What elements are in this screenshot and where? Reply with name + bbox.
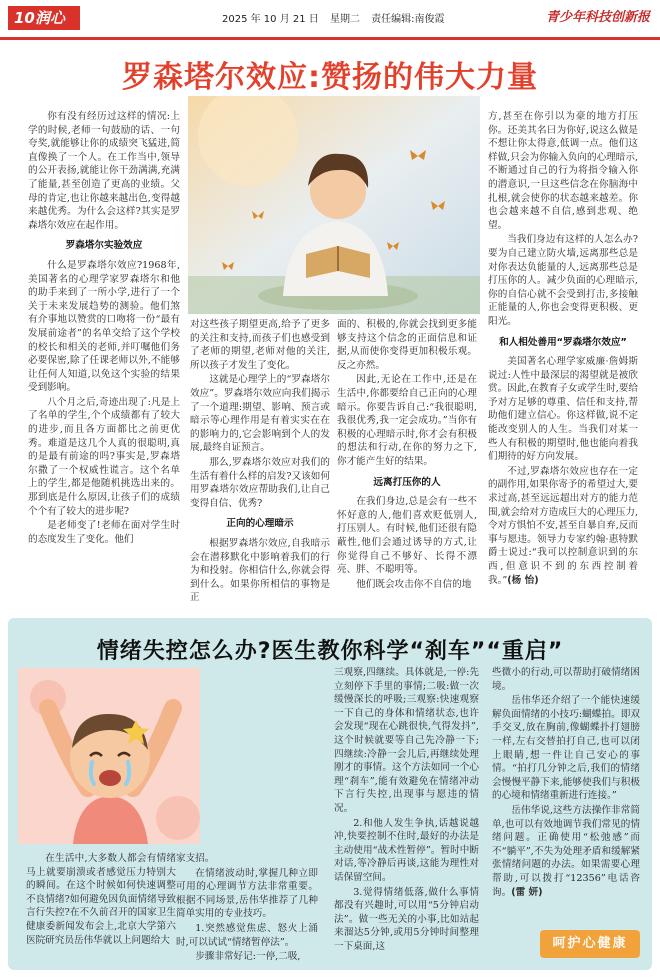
page-header [0,0,660,40]
paragraph: 些微小的行动,可以帮助打破情绪困境。 [492,667,640,692]
subheading-positive: 正向的心理暗示 [226,518,294,530]
paragraph [488,465,638,587]
article2-title: 情绪失控怎么办?医生教你科学“刹车”“重启” [96,639,564,664]
editor-credit: 责任编辑:南俊霞 [371,14,445,25]
paragraph: 三观察,四继续。具体就是,一停:先立刻停下手里的事情;二吸:做一次缓慢深长的呼吸;三观察:快速观察一下自己的身体和情绪状态,也许会发现“现在心跳很快,气得发抖”,这个时候就要等自己先冷静一下;四继续:冷静一会儿后,再继续处理刚才的事情。这个方法如同一个心理“刹车”,能有效避免在情绪冲动下言行失控,出现事与愿违的情况。 [334,667,479,814]
paragraph: 是老师变了!老师在面对学生时的态度发生了变化。他们 [28,520,180,545]
paragraph: 家支招。 [176,853,215,864]
article1-title: 罗森塔尔效应:赞扬的伟大力量 [122,60,538,95]
subheading-away: 远离打压你的人 [373,476,441,488]
paragraph: 方,甚至在你引以为豪的地方打压你。还美其名曰为你好,说这么做是不想让你太得意,低调一点。他们这样做,只会为你输入负向的心理暗示,不断通过自己的行为将指令输入你的潜意识,一旦这些信念在你脑海中扎根,就会使你的状态越来越差。你也会越来越不自信,感到悲观、绝望。 [488,111,638,231]
issue-date: 2025 年 10 月 21 日 [222,14,319,25]
article2-column-3 [334,666,479,966]
paragraph: 他们既会攻击你不自信的地 [356,578,472,590]
column-badge: 呵护心健康 [540,930,640,958]
paragraph: 美国著名心理学家威廉·詹姆斯说过:人性中最深层的渴望就是被欣赏。因此,在教育子女或学生时,要给予对方足够的尊重、信任和支持,帮助他们建立信心。你这样做,说不定能改变别人的人生。当我们对某一些人有积极的期望时,他也能向着我们期待的好方向发展。 [488,356,638,463]
paragraph: 1.突然感觉焦虑、怒火上涌时,可以试试“情绪暂停法”。 [176,922,318,948]
paragraph: 这就是心理学上的“罗森塔尔效应”。罗森塔尔效应向我们揭示了一个道理:期望、影响、预言或暗示等心理作用是有着实实在在的影响力的,它会影响到个人的发展,最终自证预言。 [190,374,330,454]
paragraph: 当我们身边有这样的人怎么办?要为自己建立防火墙,远离那些总是对你表达负能量的人,远离那些总是打压你的人。减少负面的心理暗示,你的自信心就不会受到打击,多接触正能量的人,你也会变得更积极、更阳光。 [488,234,638,327]
paragraph: 面的、积极的,你就会找到更多能够支持这个信念的正面信息和证据,从而使你变得更加积极乐观。反之亦然。 [337,319,477,371]
paragraph: 你有没有经历过这样的情况:上学的时候,老师一句鼓励的话、一句夸奖,就能够让你的成绩突飞猛进,简直像换了一个人。在工作当中,领导的公开表扬,就能让你干劲满满,充满了能量,甚至创造了更高的业绩。父母的肯定,也让你越来越出色,变得越来越优秀。为什么会这样?其实是罗森塔尔效应在起作用。 [28,111,180,231]
paragraph: 岳伟华还介绍了一个能快速缓解负面情绪的小技巧:蝴蝶拍。即双手交叉,放在胸前,像蝴蝶扑打翅膀一样,左右交替拍打自己,也可以闭上眼睛,想一件让自己安心的事情。“拍打几分钟之后,我们的情绪会慢慢平静下来,能够使我们与积极的心境和情绪重新进行连接。” [492,695,640,802]
boy-reading-illustration [188,96,480,314]
article1-column-2 [190,318,330,630]
paragraph [492,804,640,899]
author-credit: (杨 怡) [507,574,539,586]
paragraph: 因此,无论在工作中,还是在生活中,你都要给自己正向的心理暗示。你要告诉自己:“我很聪明,我很优秀,我一定会成功。”当你有积极的心理暗示时,你才会有积极的想法和行动,在你的努力之下,你才能产生好的结果。 [337,374,477,467]
paragraph: 3.觉得情绪低落,做什么事情都没有兴趣时,可以用“5分钟启动法”。做一些无关的小事,比如站起来溜达5分钟,或用5分钟时间整理一下桌面,这 [334,886,479,952]
paragraph: 八个月之后,奇迹出现了:凡是上了名单的学生,个个成绩都有了较大的进步,而且各方面都比之前更优秀。难道是这几个人真的很聪明,真的是最有前途的吗?事实是,罗森塔尔撒了一个权威性谎言。这个名单上的学生,都是他随机挑选出来的。那到底是什么原因,让孩子们的成绩个个有了较大的进步呢? [28,396,180,517]
paragraph-text: 不过,罗森塔尔效应也存在一定的副作用,如果你寄予的希望过大,要求过高,甚至远远超出对方的能力范围,就会给对方造成巨大的心理压力,令对方惧怕不安,甚至自暴自弃,反而事与愿违。领导力专家约翰·惠特默爵士说过:“我可以控制意识到的东西,但意识不到的东西控制着我。” [488,465,638,586]
paragraph: 那么,罗森塔尔效应对我们的生活有着什么样的启发?又该如何用罗森塔尔效应帮助我们,让自己变得自信、优秀? [190,456,330,509]
paragraph: 在我们身边,总是会有一些不怀好意的人,他们喜欢贬低别人,打压别人。有时候,他们还很有隐蔽性,他们会通过诱导的方式,让你觉得自己不够好、长得不漂亮、胖、不聪明等。 [337,496,477,576]
dateline [222,10,453,25]
subheading-experiment: 罗森塔尔实验效应 [65,240,143,252]
paragraph-text: 岳伟华说,这些方法操作非常简单,也可以有效地调节我们常见的情绪问题。正确使用“松弛感”而不“躺平”,不失为处理矛盾和缓解紧张情绪问题的办法。如果需要心理帮助,可以拨打“12356”电话咨询。 [492,804,640,898]
article2-column-1 [26,852,176,964]
article1-column-3 [337,318,477,630]
paragraph: 在生活中,大多数人都会有情绪马上就要崩溃或者感觉压力特别大的瞬间。在这个时候如何快速调整不良情绪?如何避免因负面情绪导致言行失控?在不久前召开的国家卫生健康委新闻发布会上,北京大学第六医院研究员岳伟华就以上问题给大 [26,853,176,946]
article2-column-2 [176,852,318,964]
section-label: 10润心 [8,6,80,30]
newspaper-brand: 青少年科技创新报 [545,10,650,25]
paragraph: 什么是罗森塔尔效应?1968年,美国著名的心理学家罗森塔尔和他的助手来到了一所小学,进行了一个关于未来发展趋势的测验。他们煞有介事地以赞赏的口吻将一份“最有发展前途者”的名单交给了这个学校的校长和相关的老师,并叮嘱他们务必要保密,除了任课老师以外,不能够让任何人知道,以免这个实验的结果受到影响。 [28,259,180,394]
paragraph: 2.和他人发生争执,话越说越冲,快要控制不住时,最好的办法是主动使用“战术性暂停”。暂时中断对话,等冷静后再谈,这能为理性对话保留空间。 [334,817,479,883]
paragraph: 对这些孩子期望更高,给予了更多的关注和支持,而孩子们也感受到了老师的期望,老师对他的关注,所以孩子才发生了变化。 [190,319,330,371]
article2-column-4 [492,666,640,916]
author-credit: (雷 妍) [511,886,543,898]
article1-column-4 [488,110,638,630]
paragraph: 根据罗森塔尔效应,自我暗示会在潜移默化中影响着我们的行为和投射。你相信什么,你就会得到什么。如果你所相信的事物是正 [190,537,330,604]
crying-child-illustration [18,668,200,844]
paragraph: 在情绪波动时,掌握几种立即可用的心理调节方法非常重要。根据不同场景,岳伟华推荐了几种简单实用的专业技巧。 [176,867,318,920]
subheading-treat: 和人相处善用“罗森塔尔效应” [499,336,627,348]
article1-column-1 [28,110,180,630]
issue-weekday: 星期二 [329,14,360,25]
paragraph: 步骤非常好记:一停,二吸, [195,951,301,963]
